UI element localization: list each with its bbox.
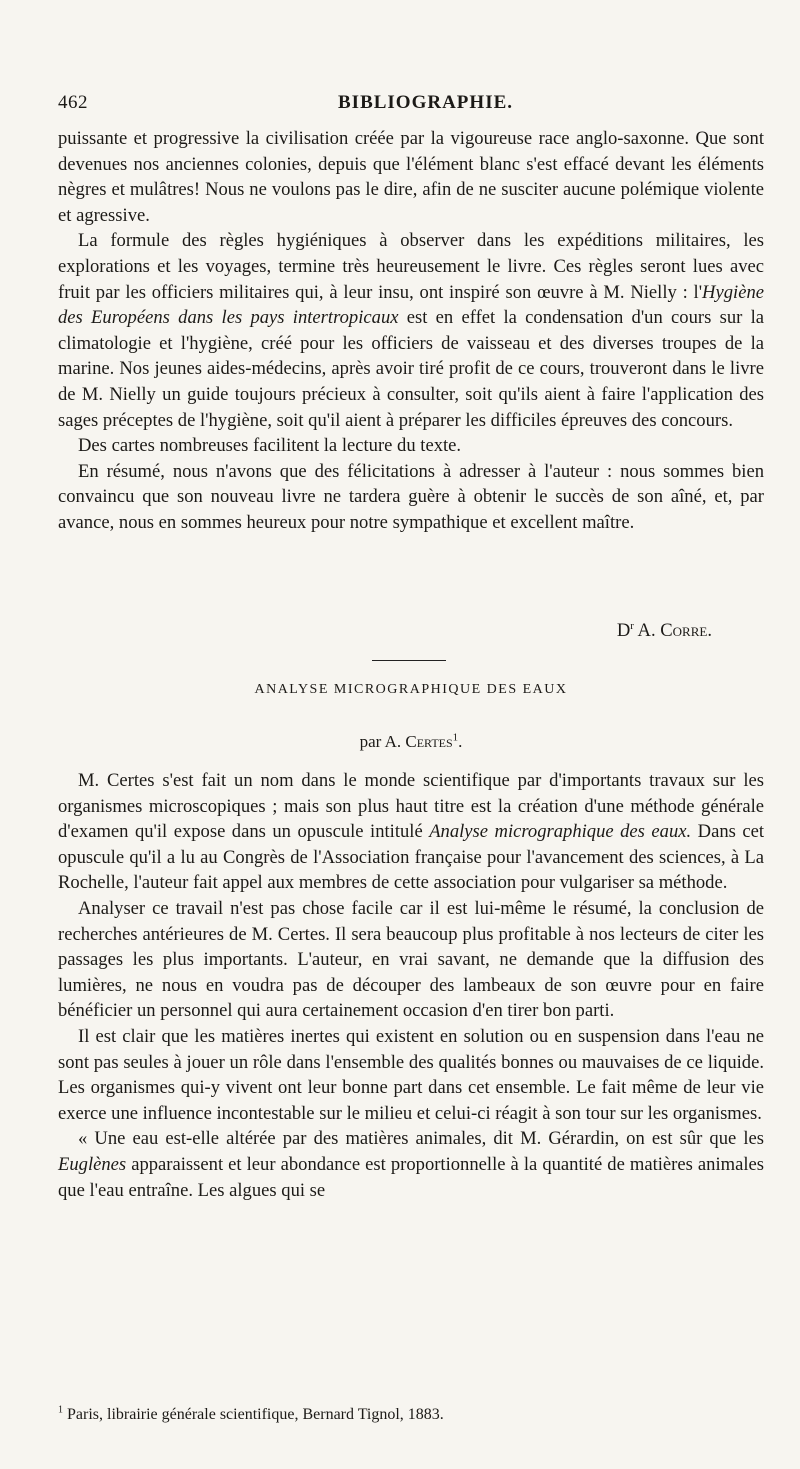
review-continuation bbox=[58, 126, 764, 536]
footnote-ref: 1 bbox=[452, 731, 459, 744]
paragraph: M. Certes s'est fait un nom dans le monde scientifique par d'importants travaux sur les organismes microscopiques ; mais son plus haut titre est la création d'une méthode générale d'examen qu'il expose dans un opuscule intitulé Analyse micrographique des eaux. Dans cet opuscule qu'il a lu au Congrès de l'Association française pour l'avancement des sciences, à La Rochelle, l'auteur fait appel aux membres de cette association pour vulgariser sa méthode. bbox=[58, 770, 765, 894]
paragraph: Analyser ce travail n'est pas chose facile car il est lui-même le résumé, la conclusion de recherches antérieures de M. Certes. Il sera beaucoup plus profitable à nos lecteurs de citer les passages les plus importants. L'auteur, en vrai savant, ne demande que la diffusion des lumières, ne nous en voudra pas de découper des lambeaux de son œuvre pour en faire bénéficier un personnel qui aura certainement occasion d'en tirer bon parti. bbox=[58, 897, 764, 1022]
paragraph: puissante et progressive la civilisation créée par la vigoureuse race anglo-saxonne. Que sont devenues nos anciennes colonies, depuis que l'élément blanc s'est effacé devant les éléments nègres et mulâtres! Nous ne voulons pas le dire, afin de ne susciter aucune polémique violente et agressive. bbox=[58, 128, 764, 226]
running-title: BIBLIOGRAPHIE. bbox=[338, 92, 514, 113]
review-signature: $D^r$ A. Corre. bbox=[616, 619, 712, 641]
section-title: ANALYSE MICROGRAPHIQUE DES EAUX bbox=[254, 682, 568, 697]
paragraph: En résumé, nous n'avons que des félicitations à adresser à l'auteur : nous sommes bien convaincu que son nouveau livre ne tardera guère à obtenir le succès de son aîné, et, par avance, nous en sommes heureux pour notre sympathique et excellent maître. bbox=[58, 460, 764, 533]
footnote-marker: 1 bbox=[58, 1404, 63, 1416]
paragraph: Il est clair que les matières inertes qui existent en solution ou en suspension dans l'eau ne sont pas seules à jouer un rôle dans l'ensemble des qualités bonnes ou mauvaises de ce liquide. Les organismes qui-y vivent ont leur bonne part dans cet ensemble. Le fait même de leur vie exerce une influence incontestable sur le milieu et celui-ci réagit à son tour sur les organismes. bbox=[58, 1025, 764, 1124]
paragraph: Des cartes nombreuses facilitent la lecture du texte. bbox=[78, 435, 462, 457]
section-byline: par A. Certes$^1$. bbox=[359, 731, 463, 751]
work-title: Analyse micrographique des eaux. bbox=[429, 821, 692, 843]
book-title: Hygiène des Européens dans les pays intertropicaux bbox=[58, 281, 764, 329]
genus-name: Euglènes bbox=[58, 1153, 127, 1175]
page-header bbox=[58, 92, 768, 122]
paragraph: La formule des règles hygiéniques à observer dans les expéditions militaires, les explorations et les voyages, termine très heureusement le livre. Ces règles seront lues avec fruit par les officiers militaires qui, à leur insu, ont inspiré son œuvre à M. Nielly : l'Hygiène des Européens dans les pays intertropicaux est en effet la condensation d'un cours sur la climatologie et l'hygiène, créé pour les officiers de vaisseau et des diverses troupes de la marine. Nos jeunes aides-médecins, après avoir tiré profit de ce cours, trouveront dans le livre de M. Nielly un guide toujours précieux à consulter, soit qu'ils aient à faire l'application des sages préceptes de l'hygiène, soit qu'il aient à préparer les difficiles épreuves des concours. bbox=[58, 230, 764, 431]
footnote: $^1$ Paris, librairie générale scientifique, Bernard Tignol, 1883. bbox=[58, 1404, 444, 1423]
section-body bbox=[58, 768, 764, 1203]
section-divider bbox=[372, 660, 446, 661]
page-number: 462 bbox=[58, 92, 88, 113]
paragraph: « Une eau est-elle altérée par des matières animales, dit M. Gérardin, on est sûr que les Euglènes apparaissent et leur abondance est proportionnelle à la quantité de matières animales que l'eau entraîne. Les algues qui se bbox=[58, 1128, 764, 1201]
